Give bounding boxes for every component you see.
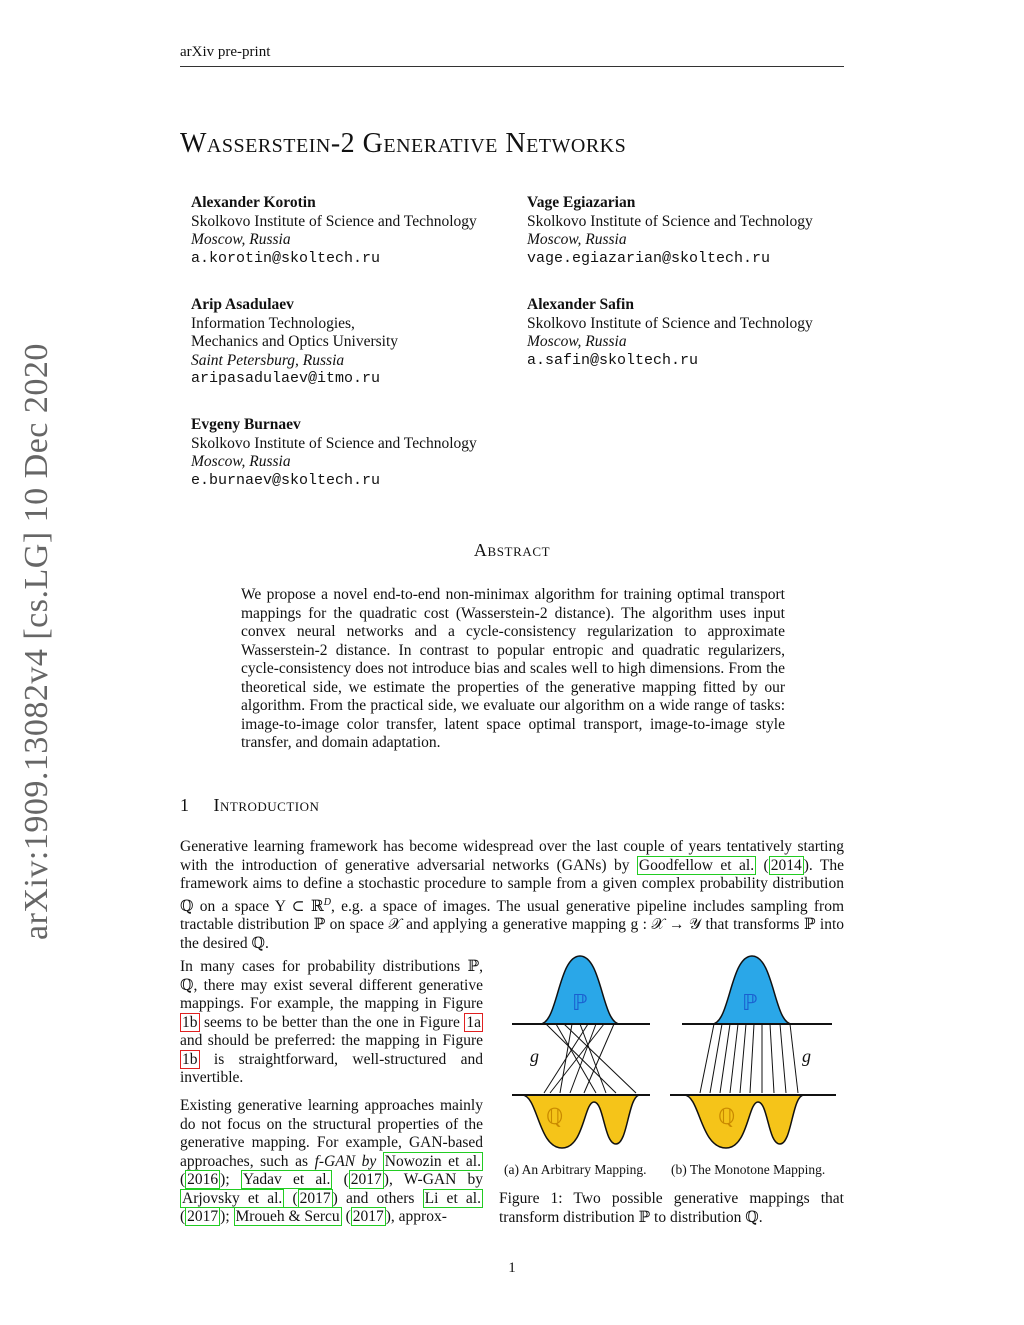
panel-b xyxy=(670,956,836,1148)
author-email[interactable]: a.korotin@skoltech.ru xyxy=(191,249,381,267)
citation-year-link[interactable]: 2017 xyxy=(352,1208,384,1225)
distribution-q-curve xyxy=(670,1095,836,1148)
author-block-5 xyxy=(191,416,477,490)
author-affiliation: Skolkovo Institute of Science and Technology xyxy=(191,434,477,452)
text-run: and others xyxy=(337,1189,423,1207)
abstract-text: We propose a novel end-to-end non-minimax algorithm for training optimal transport mappings for the quadratic cost (Wasserstein-2 distance). The algorithm uses input convex neural networks and a cycle-consistency regularization to approximate Wasserstein-2 distance. In contrast to popular entropic and quadratic regularizers, cycle-consistency does not introduce bias and scales well to high dimensions. From the theoretical side, we estimate the properties of the generative mapping fitted by our algorithm. From the practical side, we evaluate our algorithm on a wide range of tasks: image-to-image color transfer, latent space optimal transport, image-to-image style transfer, and domain adaptation. xyxy=(241,586,785,751)
author-location: Moscow, Russia xyxy=(191,231,291,248)
author-affiliation: Skolkovo Institute of Science and Technology xyxy=(527,212,813,230)
figure-ref-link[interactable]: 1b xyxy=(182,1013,198,1031)
label-g: g xyxy=(802,1046,811,1066)
author-block-1 xyxy=(191,194,477,268)
text-run: Existing generative learning approaches mainly do not focus on the structural properties of the generative mapping. For example, GAN-based approaches, such as xyxy=(180,1097,483,1170)
label-p: ℙ xyxy=(572,990,588,1015)
section-heading xyxy=(180,795,319,816)
paper-title: Wasserstein-2 Generative Networks xyxy=(180,128,627,159)
figure-ref-link[interactable]: 1b xyxy=(182,1050,198,1068)
author-block-2 xyxy=(527,194,813,268)
author-affiliation: Skolkovo Institute of Science and Technology xyxy=(191,212,477,230)
label-q: ℚ xyxy=(718,1104,736,1129)
abstract-heading: Abstract xyxy=(473,540,551,560)
author-name: Alexander Safin xyxy=(527,296,634,313)
running-head: arXiv pre-print xyxy=(180,44,271,60)
text-run: Generative learning framework has become widespread over the last couple of years tentatively starting with the introduction of generative adversarial networks (GANs) by xyxy=(180,838,844,874)
author-email[interactable]: aripasadulaev@itmo.ru xyxy=(191,370,381,387)
citation-link[interactable]: Mroueh & Sercu xyxy=(235,1208,340,1225)
author-location: Moscow, Russia xyxy=(527,231,627,248)
citation-year-link[interactable]: 2014 xyxy=(770,856,802,874)
distribution-q-curve xyxy=(512,1095,650,1148)
text-run: , approx- xyxy=(390,1208,447,1225)
author-email[interactable]: vage.egiazarian@skoltech.ru xyxy=(527,249,771,267)
citation-link[interactable]: Yadav et al. xyxy=(242,1171,331,1188)
figure-ref-link[interactable]: 1a xyxy=(466,1013,481,1031)
text-run: and should be preferred: the mapping in Figure xyxy=(180,1032,483,1049)
subcaption-b: (b) The Monotone Mapping. xyxy=(671,1162,826,1177)
author-name: Vage Egiazarian xyxy=(527,194,636,211)
text-run: seems to be better than the one in Figure xyxy=(199,1013,465,1031)
author-name: Evgeny Burnaev xyxy=(191,416,301,433)
figure-1-diagram xyxy=(500,952,844,1162)
mapping-arrows-monotone xyxy=(700,1024,798,1093)
author-email[interactable]: e.burnaev@skoltech.ru xyxy=(191,471,381,489)
intro-paragraph-2 xyxy=(180,958,483,1088)
label-p: ℙ xyxy=(742,990,758,1015)
author-affiliation: Information Technologies, xyxy=(191,314,355,332)
intro-paragraph-3: Existing generative learning approaches mainly do not focus on the structural properties of the generative mapping. For example, GAN-based approaches, such as f-GAN by Nowozin et al. ( 2016 ); Yadav et al. ( 2017 ), W-GAN by Arjovsky et al. ( 2017 ) and others Li et al. ( 2017 ); Mroueh & Sercu ( 2017 ), approx- xyxy=(180,1097,483,1225)
page-number: 1 xyxy=(508,1260,516,1276)
figure-caption: Figure 1: Two possible generative mappings that transform distribution ℙ to distribution ℚ. xyxy=(499,1190,844,1226)
label-q: ℚ xyxy=(546,1104,564,1129)
subcaption-a: (a) An Arbitrary Mapping. xyxy=(504,1162,647,1177)
panel-a xyxy=(512,956,650,1148)
author-block-3 xyxy=(191,296,398,389)
text-run: In many cases for probability distributions ℙ, ℚ, there may exist several different generative mappings. For example, the mapping in Figure xyxy=(180,958,483,1012)
citation-link[interactable]: Nowozin et al. xyxy=(384,1152,481,1170)
citation-year-link[interactable]: 2017 xyxy=(299,1189,331,1207)
author-name: Alexander Korotin xyxy=(191,194,316,211)
label-g: g xyxy=(530,1046,539,1066)
text-run: f-GAN by xyxy=(314,1152,377,1170)
author-affiliation: Skolkovo Institute of Science and Technology xyxy=(527,314,813,332)
citation-year-link[interactable]: 2017 xyxy=(187,1208,219,1225)
author-location: Moscow, Russia xyxy=(191,453,291,470)
mapping-arrows-arbitrary xyxy=(544,1024,636,1093)
text-run: . The framework aims to define a stochastic procedure to sample from a given complex probability distribution ℚ on a space Y ⊂ ℝ xyxy=(180,856,844,915)
citation-year-link[interactable]: 2016 xyxy=(187,1171,219,1188)
author-email[interactable]: a.safin@skoltech.ru xyxy=(527,351,699,369)
text-run: , e.g. a space of images. The usual generative pipeline includes sampling from tractable distribution ℙ on space 𝒳 and applying a generative mapping g : 𝒳 → 𝒴 that transforms ℙ into the desired ℚ. xyxy=(180,897,844,952)
text-run: is straightforward, well-structured and invertible. xyxy=(180,1050,483,1086)
arxiv-side-stamp: arXiv:1909.13082v4 [cs.LG] 10 Dec 2020 xyxy=(18,343,55,940)
author-location: Moscow, Russia xyxy=(527,333,627,350)
citation-year-link[interactable]: 2017 xyxy=(350,1171,382,1188)
section-title: Introduction xyxy=(213,795,320,815)
intro-paragraph-1: Generative learning framework has become widespread over the last couple of years tentatively starting with the introduction of generative adversarial networks (GANs) by Goodfellow et al. ( 2014 ). The framework aims to define a stochastic procedure to sample from a given complex probability distribution ℚ on a space Y ⊂ ℝ$^D$, e.g. a space of images. The usual generative pipeline includes sampling from tractable distribution ℙ on space 𝒳 and applying a generative mapping g : 𝒳 → 𝒴 that transforms ℙ into the desired ℚ. xyxy=(180,838,844,952)
figure-1 xyxy=(500,952,844,1167)
citation-link[interactable]: Arjovsky et al. xyxy=(182,1189,283,1207)
superscript: D xyxy=(323,896,332,908)
author-name: Arip Asadulaev xyxy=(191,296,294,313)
section-number: 1 xyxy=(180,795,190,815)
author-block-4 xyxy=(527,296,813,370)
text-run: , W-GAN by xyxy=(388,1171,483,1188)
citation-link[interactable]: Goodfellow et al. xyxy=(638,856,755,874)
citation-link[interactable]: Li et al. xyxy=(424,1189,481,1207)
author-affiliation: Mechanics and Optics University xyxy=(191,333,399,350)
header-rule xyxy=(180,66,844,67)
author-location: Saint Petersburg, Russia xyxy=(191,351,345,369)
